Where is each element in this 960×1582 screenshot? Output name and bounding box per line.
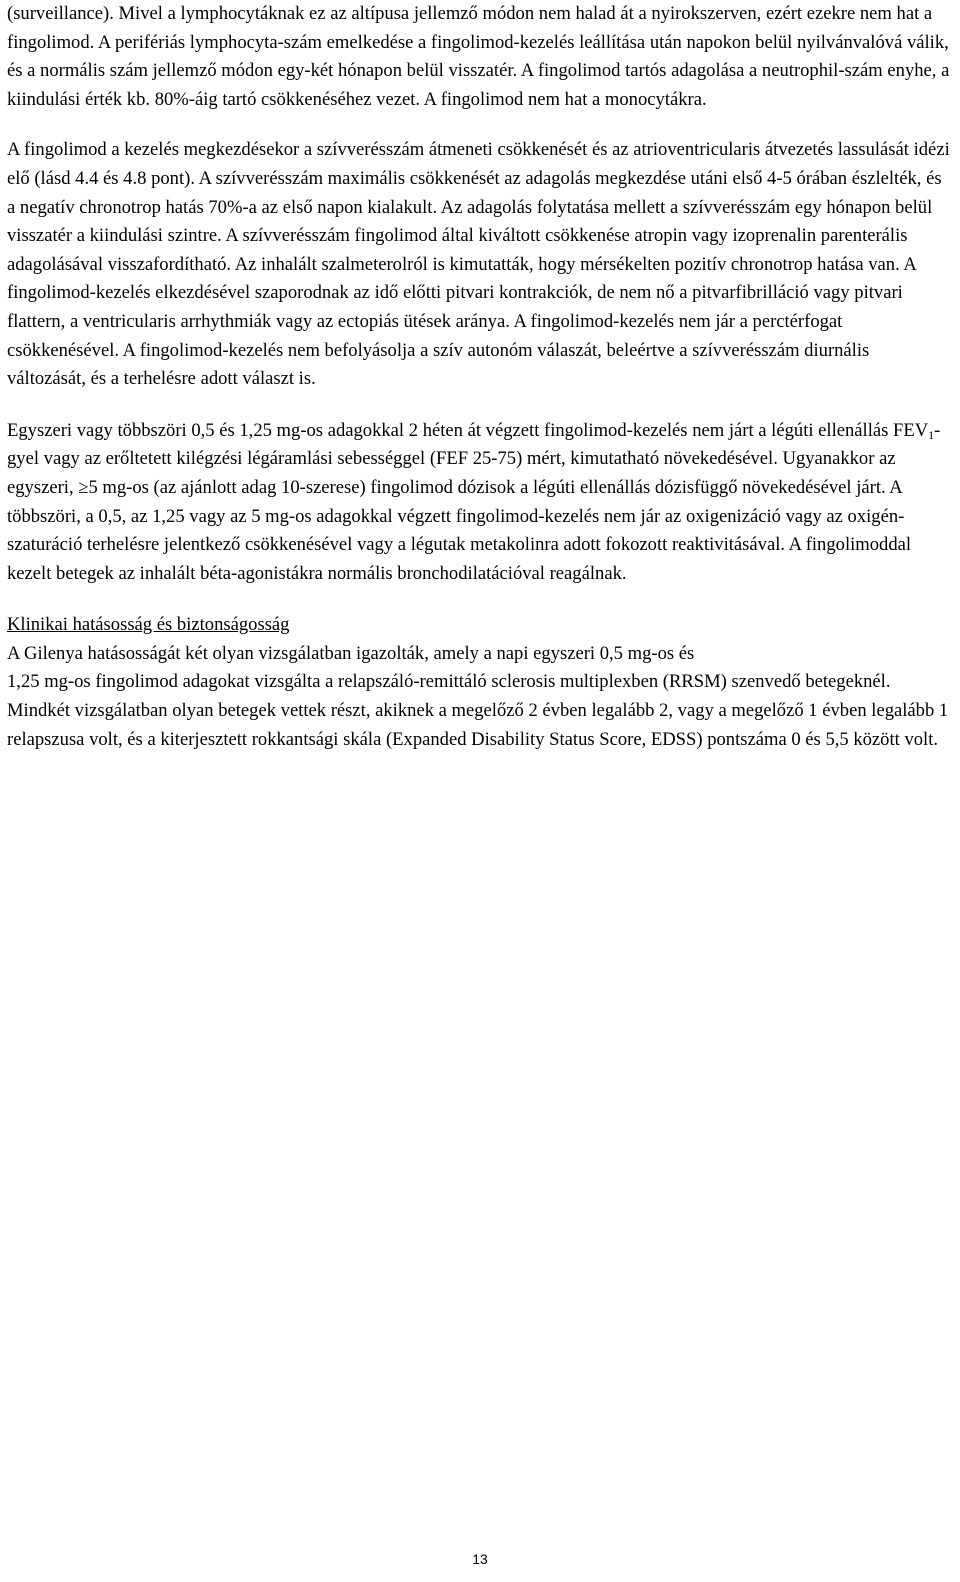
- document-page: [7, 0, 951, 754]
- section-intro-line: A Gilenya hatásosságát két olyan vizsgálatban igazolták, amely a napi egyszeri 0,5 mg-os és: [7, 642, 695, 664]
- paragraph-airway-part2: -gyel vagy az erőltetett kilégzési légáramlási sebességgel (FEF 25-75) mért, kimutatható növekedésével. Ugyanakkor az egyszeri, ≥5 mg-os (az ajánlott adag 10-szerese) fingolimod dózisok a légúti ellenállás dózisfüggő növekedésével járt. A többszöri, a 0,5, az 1,25 vagy az 5 mg-os adagokkal végzett fingolimod-kezelés nem jár az oxigenizáció vagy az oxigén-szaturáció terhelésre jelentkező csökkenésével vagy a légutak metakolinra adott fokozott reaktivitásával. A fingolimoddal kezelt betegek az inhalált béta-agonistákra normális bronchodilatációval reagálnak.: [7, 419, 941, 584]
- paragraph-heart-rate: A fingolimod a kezelés megkezdésekor a szívverésszám átmeneti csökkenését és az atrioventricularis átvezetés lassulását idézi elő (lásd 4.4 és 4.8 pont). A szívverésszám maximális csökkenését az adagolás megkezdése utáni első 4-5 órában észlelték, és a negatív chronotrop hatás 70%-a az első napon kialakult. Az adagolás folytatása mellett a szívverésszám egy hónapon belül visszatér a kiindulási szintre. A szívverésszám fingolimod által kiváltott csökkenése atropin vagy izoprenalin parenterális adagolásával visszafordítható. Az inhalált szalmeterolról is kimutatták, hogy mérsékelten pozitív chronotrop hatása van. A fingolimod-kezelés elkezdésével szaporodnak az idő előtti pitvari kontrakciók, de nem nő a pitvarfibrilláció vagy pitvari flattern, a ventricularis arrhythmiák vagy az ectopiás ütések aránya. A fingolimod-kezelés nem jár a perctérfogat csökkenésével. A fingolimod-kezelés nem befolyásolja a szív autonóm válaszát, beleértve a szívverésszám diurnális változását, és a terhelésre adott választ is.: [7, 139, 950, 390]
- section-body: 1,25 mg-os fingolimod adagokat vizsgálta a relapszáló-remittáló sclerosis multiplexben (RRSM) szenvedő betegeknél. Mindkét vizsgálatban olyan betegek vettek részt, akiknek a megelőző 2 évben legalább 2, vagy a megelőző 1 évben legalább 1 relapszusa volt, és a kiterjesztett rokkantsági skála (Expanded Disability Status Score, EDSS) pontszáma 0 és 5,5 között volt.: [7, 671, 949, 750]
- section-heading: Klinikai hatásosság és biztonságosság: [7, 614, 290, 636]
- page-number: 13: [472, 1551, 488, 1567]
- section-clinical-efficacy: [7, 611, 951, 754]
- paragraph-airway: [7, 417, 951, 589]
- paragraph-airway-part1: Egyszeri vagy többszöri 0,5 és 1,25 mg-os adagokkal 2 héten át végzett fingolimod-kezelés nem járt a légúti ellenállás FEV: [7, 419, 929, 441]
- fev-subscript: 1: [928, 427, 935, 442]
- paragraph-lymphocytes: (surveillance). Mivel a lymphocytáknak ez az altípusa jellemző módon nem halad át a nyirokszerven, ezért ezekre nem hat a fingolimod. A perifériás lymphocyta-szám emelkedése a fingolimod-kezelés leállítása után napokon belül nyilvánvalóvá válik, és a normális szám jellemző módon egy-két hónapon belül visszatér. A fingolimod tartós adagolása a neutrophil-szám enyhe, a kiindulási érték kb. 80%-áig tartó csökkenéséhez vezet. A fingolimod nem hat a monocytákra.: [7, 3, 950, 110]
